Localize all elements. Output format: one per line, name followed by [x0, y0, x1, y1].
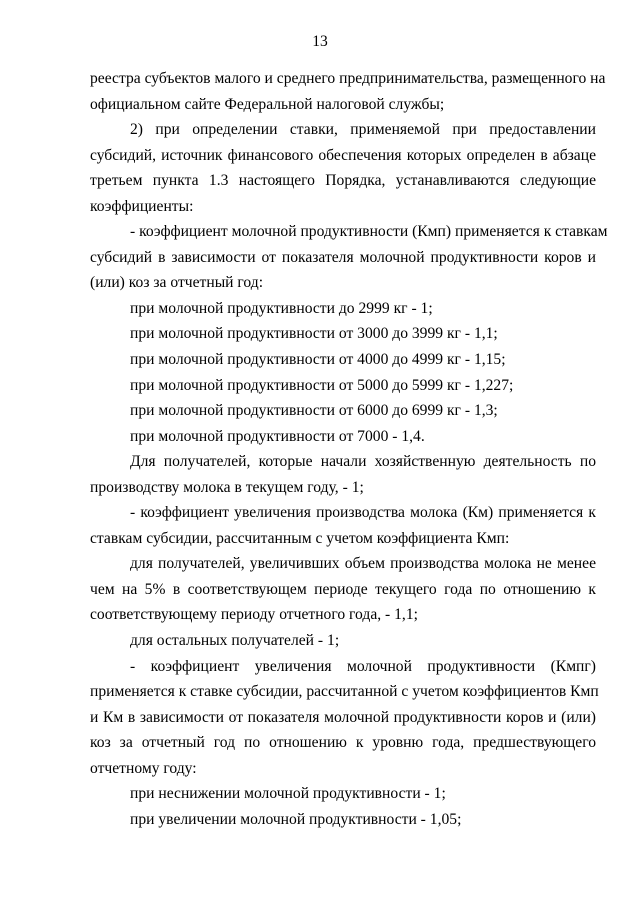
text-line: для остальных получателей - 1;	[130, 632, 340, 650]
text-line: - коэффициент молочной продуктивности (Кмп) применяется к ставкам	[130, 223, 608, 241]
body-text	[90, 66, 608, 832]
text-line: чем на 5% в соответствующем периоде текущего года по отношению к	[90, 580, 596, 598]
text-line: при неснижении молочной продуктивности - 1;	[130, 785, 446, 803]
text-line: 2) при определении ставки, применяемой при предоставлении	[130, 121, 596, 139]
text-line: субсидий, источник финансового обеспечения которых определен в абзаце	[90, 146, 596, 164]
text-line: для получателей, увеличивших объем производства молока не менее	[130, 555, 596, 573]
text-line: коз за отчетный год по отношению к уровню года, предшествующего	[90, 734, 596, 752]
text-line: при молочной продуктивности до 2999 кг - 1;	[130, 299, 433, 317]
text-line: - коэффициент увеличения производства молока (Км) применяется к	[130, 504, 596, 522]
text-line: коэффициенты:	[90, 197, 194, 215]
text-line: при молочной продуктивности от 5000 до 5999 кг - 1,227;	[130, 376, 514, 394]
text-line: при молочной продуктивности от 4000 до 4999 кг - 1,15;	[130, 351, 506, 369]
page-number: 13	[312, 33, 328, 50]
text-line: при молочной продуктивности от 6000 до 6999 кг - 1,3;	[130, 402, 498, 420]
text-line: и Км в зависимости от показателя молочной продуктивности коров и (или)	[90, 708, 596, 726]
text-line: ставкам субсидии, рассчитанным с учетом коэффициента Кмп:	[90, 529, 510, 547]
text-line: Для получателей, которые начали хозяйственную деятельность по	[130, 453, 596, 471]
text-line: при увеличении молочной продуктивности - 1,05;	[130, 810, 462, 828]
text-line: при молочной продуктивности от 3000 до 3999 кг - 1,1;	[130, 325, 498, 343]
text-line: субсидий в зависимости от показателя молочной продуктивности коров и	[90, 248, 596, 266]
text-line: (или) коз за отчетный год:	[90, 274, 264, 292]
text-line: - коэффициент увеличения молочной продуктивности (Кмпг)	[130, 657, 596, 675]
text-line: применяется к ставке субсидии, рассчитанной с учетом коэффициентов Кмп	[90, 683, 599, 701]
text-line: производству молока в текущем году, - 1;	[90, 478, 364, 496]
text-line: при молочной продуктивности от 7000 - 1,4.	[130, 427, 425, 445]
text-line: реестра субъектов малого и среднего предпринимательства, размещенного на	[90, 70, 606, 87]
text-line: официальном сайте Федеральной налоговой службы;	[90, 95, 445, 113]
text-line: отчетному году:	[90, 759, 197, 777]
text-line: соответствующему периоду отчетного года, - 1,1;	[90, 606, 418, 624]
text-line: третьем пункта 1.3 настоящего Порядка, устанавливаются следующие	[90, 172, 596, 190]
